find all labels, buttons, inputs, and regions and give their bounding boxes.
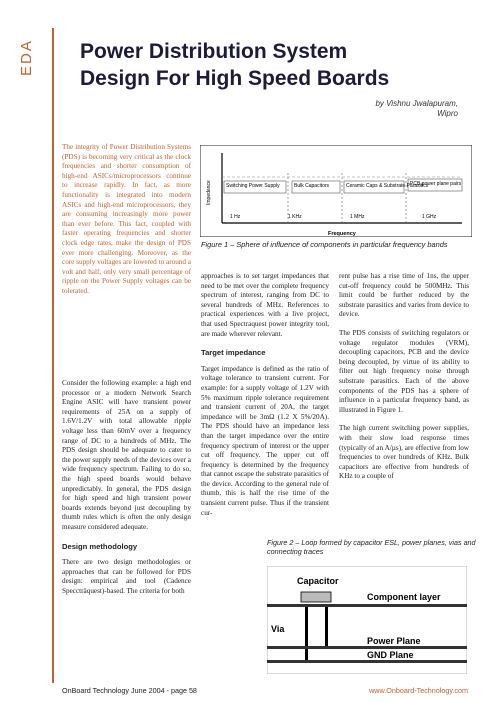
fig2-component-layer-label: Component layer [367,592,441,602]
col3-paragraph-1: rent pulse has a rise time of 1ns, the upper cut-off frequency could be 500MHz. This limit could be further reduced by the substrate parasitics and varies from device to device. [339,272,469,319]
fig2-gnd-plane-label: GND Plane [367,650,414,660]
fig2-component-layer [267,604,467,607]
column-3 [339,272,469,491]
lead-paragraph: The integrity of Power Distribution Systems (PDS) is becoming very critical as the clock frequencies and shorter consumption of high-end ASICs/microprocessors continue to increase rapidly. In fact, as more functionality is integrated into modern ASICs and high-end microprocessors, they are consuming increasingly more power than ever before. This fact, coupled with faster operating frequencies and shorter clock edge rates, make the design of PDS ever more challenging. Moreover, as the core supply voltages are lowered to around a volt and half, only very small percentage of ripple on the Power Supply voltages can be tolerated. [62,143,191,295]
col2-paragraph-1: approaches is to set target impedances that need to be met over the complete frequency spectrum of interest, ranging from DC to several hundreds of MHz. References to practical experiences with a live project, that used Spectraquest power integrity tool, are made wherever relevant. [201,272,329,338]
col1-paragraph-2: There are two design methodologies or approaches that can be followed for PDS design: empirical and tool (Cadence Speccträquest)-based. The criteria for both [62,558,191,595]
section-divider [52,28,54,683]
figure-2-caption: Figure 2 – Loop formed by capacitor ESL, power planes, vias and connecting traces [267,538,476,556]
fig1-tick-3: 1 MHz [350,214,365,220]
footer-website-link[interactable]: www.Onboard-Technology.com [369,686,468,695]
byline [375,99,458,119]
fig2-gnd-plane [267,660,467,663]
col3-paragraph-3: The high current switching power supplies, with their slow load response times (typically of an A/µs), are effective from low frequencies to over hundreds of KHz. Bulk capacitors are effective from hundreds of KHz to a couple of [339,424,469,481]
fig1-band-3: Ceramic Caps & Substrate Parasitics [346,183,429,189]
fig2-capacitor-label: Capacitor [297,576,339,586]
figure-2-diagram [267,566,467,674]
col1-paragraph-1: Consider the following example: a high end processor or a modern Network Search Engine ASIC will have transient power requirements of 25A on a supply of 1.6V/1.2V with total allowable ripple voltage less than 60mV over a frequency range of DC to a hundreds of MHz. The PDS design should be adequate to cater to the power supply needs of the devices over a wide frequency spectrum. Failing to do so, the high speed boards would behave unpredictably. In general, the PDS design for high speed and high transient power boards extends beyond just decoupling by thumb rules which is often the only design measure considered adequate. [62,379,191,531]
fig1-tick-4: 1 GHz [422,214,437,220]
col3-paragraph-2: The PDS consists of switching regulators or voltage regulator modules (VRM), decoupling capacitors, PCB and the device being decoupled, by virtue of its ability to filter out high frequency noise through substrate parasitics. Each of the above components of the PDS has a sphere of influence in a particular frequency band, as illustrated in Figure 1. [339,328,469,414]
heading-design-methodology: Design methodology [62,541,138,551]
author-name: by Vishnu Jwalapuram, [375,99,458,108]
fig2-via-left [305,607,308,661]
fig2-via-right [325,607,328,647]
fig1-band-1: Switching Power Supply [226,183,280,189]
fig2-capacitor-body [301,592,331,602]
fig1-band-2: Bulk Capacitors [294,183,330,189]
col2-paragraph-2: Target impedance is defined as the ratio of voltage tolerance to transient current. For example: for a supply voltage of 1.2V with 5% maximum ripple tolerance requirement and transient current of 20A, the target impedance will be 3mΩ (1.2 X 5%/20A). The PDS should have an impedance less than the target impedance over the entire frequency spectrum of interest or the upper cut off frequency. The upper cut off frequency is determined by the frequency that cannot escape the substrate parasitics of the device. According to the general rule of thumb, this is half the rise time of the transient current pulse. Thus if the transient cur- [201,364,329,517]
title-line-2: Design For High Speed Boards [80,67,390,90]
fig2-power-plane-label: Power Plane [367,636,421,646]
fig1-xlabel: Frequency [328,231,356,237]
figure-1-diagram [200,145,472,237]
column-1 [62,379,191,605]
fig1-tick-1: 1 Hz [230,214,241,220]
fig2-power-plane [267,646,467,649]
fig1-tick-2: 1 KHz [288,214,302,220]
author-company: Wipro [437,109,458,118]
fig2-via-label: Via [271,624,285,634]
figure-1-caption: Figure 1 – Sphere of influence of components in particular frequency bands [201,240,448,249]
fig1-band-4: PCB power plane pairs [410,181,462,187]
fig1-ylabel: Impedance [206,180,212,205]
heading-target-impedance: Target impedance [201,348,266,358]
footer-page-info: OnBoard Technology June 2004 - page 58 [62,686,197,695]
article-title [80,38,480,92]
title-line-1: Power Distribution System [80,40,348,63]
column-2 [201,272,329,527]
